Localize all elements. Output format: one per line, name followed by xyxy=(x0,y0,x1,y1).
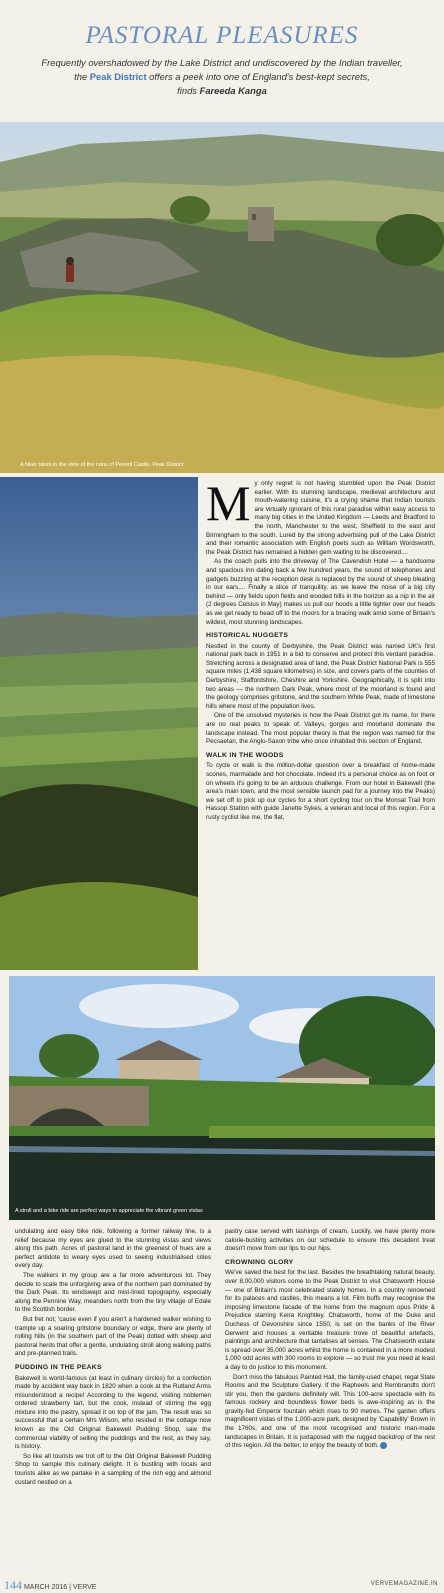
deck-line-1: Frequently overshadowed by the Lake District and undiscovered by the Indian traveller, xyxy=(41,57,403,68)
paragraph: So like all tourists we trot off to the Old Original Bakewell Pudding Shop to sample this culinary delight. It is bustling with locals and tourists alike as we partake in a sampling of the rich egg and almond custard nestled on a xyxy=(15,1452,211,1486)
page-number: 144 xyxy=(4,1578,22,1592)
deck-line-3: finds xyxy=(177,85,200,96)
river-landscape-image xyxy=(9,976,435,1220)
photo-caption-castle: A hiker takes in the view of the ruins of Peveril Castle, Peak District xyxy=(20,462,184,468)
page-footer-left xyxy=(4,1578,96,1593)
paragraph: One of the unsolved mysteries is how the Peak District got its name, for there are no real peaks to speak of. Valleys, gorges and moorland dominate the landscape instead. The most popular theory is that the region was named for the Pecsaetan, the Anglo-Saxon tribe who once inhabited this section of England. xyxy=(206,712,435,746)
deck-line-2a: the xyxy=(74,71,90,82)
text-column-bottom-right xyxy=(225,1228,435,1452)
deck-highlight: Peak District xyxy=(89,71,147,82)
article-title: PASTORAL PLEASURES xyxy=(85,22,359,49)
subhead-walk-in-the-woods: WALK IN THE WOODS xyxy=(206,751,284,759)
paragraph: pastry case served with lashings of cream. Luckily, we have plenty more calorie-busting activities on our schedule to ensure this decadent treat doesn't move from our lips to our hips. xyxy=(225,1228,435,1253)
text-column-bottom-left xyxy=(15,1228,211,1488)
subhead-crowning-glory: CROWNING GLORY xyxy=(225,1258,294,1266)
hero-photo-castle xyxy=(0,122,444,473)
valley-photo xyxy=(0,477,198,970)
river-photo xyxy=(9,976,435,1220)
deck-line-2b: offers a peek into one of England's best-kept secrets, xyxy=(146,71,370,82)
paragraph: To cycle or walk is the million-dollar question over a breakfast of home-made scones, marmalade and hot chocolate. Indeed it's a personal choice as on foot or on wheels it's going to be an arduous challenge. From our hotel in Bakewell (the area's main town, and the most sensible launch pad for a journey into the Peaks) we set off to pick up our cycles for a short cycling tour on the Monsal Trail from Hassop Station with guide Janette Sykes, a veteran and local of this region. For a rusty cyclist like me, the flat, xyxy=(206,762,435,821)
byline: Fareeda Kanga xyxy=(199,85,267,96)
photo-caption-river: A stroll and a bike ride are perfect ways to appreciate the vibrant green vistas xyxy=(15,1208,203,1214)
intro-paragraph: My only regret is not having stumbled upon the Peak District earlier. With its stunning landscape, medieval architecture and mouth-watering cuisine, it's a crying shame that Indian tourists are virtually ignorant of this rural paradise within easy access to many big cities in the United Kingdom — Leeds and Bradford to the north, Manchester to the west, Sheffield to the east and Birmingham to the south. Lured by the strong advertising pull of the Lake District and their romantic association with English poets such as William Wordsworth, the Peak District has remained a hidden gem waiting to be discovered.... xyxy=(206,475,435,556)
footer-separator: | xyxy=(69,1584,71,1591)
drop-cap: M xyxy=(206,475,251,531)
end-mark-icon xyxy=(380,1442,387,1449)
subhead-pudding-in-the-peaks: PUDDING IN THE PEAKS xyxy=(15,1363,102,1371)
paragraph: But fret not; 'cause even if you aren't a hardened walker wishing to trample up a soaring gritstone boundary or edge, there are plenty of rolling hills (in the southern part of the Peak) dotted with sheep and pastoral herds that offer a gentle, undulating stroll along walking paths and pre-planned trails. xyxy=(15,1315,211,1358)
paragraph: As the coach pulls into the driveway of The Cavendish Hotel — a handsome and spacious inn dating back a few hundred years, the sound of telephones and gadgets buzzing at the reception desk is replaced by the sound of sheep bleating in our ears.... Finally a slice of tranquility, as we leave the noise of a big city behind — only fields upon fields and wooded hills in the horizon as a nip in the air (2 degrees Celsius in May) makes us pull our hoods a little tighter over our heads as we get ready to head off to the moors for a bracing walk amid some of Britain's wildest, most stunning landscapes. xyxy=(206,558,435,626)
paragraph: Nestled in the county of Derbyshire, the Peak District was named UK's first national park back in 1951 in a bid to conserve and protect this verdant paradise. Stretching across a designated area of land, the Peak District National Park is 555 square miles (1,438 square kilometres) in size, and covers parts of the counties of Derbyshire, Staffordshire, Cheshire and Yorkshire. Geographically, it is split into two areas — the northern Dark Peak, where most of the moorland is found and the geology comprises gritstone, and the southern White Peak, made of limestone hills where most of the population lives. xyxy=(206,642,435,710)
article-deck xyxy=(28,56,416,98)
magazine-website: VERVEMAGAZINE.IN xyxy=(370,1581,438,1587)
valley-landscape-image xyxy=(0,477,198,970)
paragraph: undulating and easy bike ride, following a former railway line, is a relief because my eyes are glued to the stunning vistas and views along this path. Acres of pastoral land in the greenest of hues are a perfect antidote to weary eyes used to seeing industrialised cities every day. xyxy=(15,1228,211,1270)
paragraph: Don't miss the fabulous Painted Hall, the family-used chapel, regal State Rooms and the Sculpture Gallery. If the Rapheels and Rembrandts don't stir you, then the gardens definitely will. This 100-acre spectacle with its famous rockery and boundless flower beds is awe-inspiring as is the gravity-fed Emperor fountain which rises to 90 metres. The garden offers magnificent vistas of the 1,000-acre park, designed by 'Capability' Brown in the 1760s, and one of the most recognised and historic man-made landscapes in Britain. It is juxtaposed with the rugged backdrop of the rest of this region. All the better, to enjoy the beauty of both. xyxy=(225,1373,435,1450)
subhead-historical-nuggets: HISTORICAL NUGGETS xyxy=(206,632,289,640)
paragraph: Bakewell is world-famous (at least in culinary circles) for a confection made by accident way back in 1820 when a cook at the Rutland Arms misunderstood a recipe! According to the legend, visiting noblemen ordered strawberry tart, but the cook, instead of stirring the egg mixture into the pastry, spread it on top of the jam. The result was so successful that a certain Mrs Wilson, who resided in the cottage now known as the Old Original Bakewell Pudding Shop, saw the commercial viability of selling the puddings and the rest, as they say, is history. xyxy=(15,1374,211,1451)
paragraph: The walkers in my group are a far more adventurous lot. They decide to scale the unforgiving area of the northern part dominated by the Dark Peak. Its windswept and mist-lined topography, especially along the Pennine Way, meanders north from the tiny village of Edale to the Scottish border. xyxy=(15,1271,211,1314)
issue-date: MARCH 2016 xyxy=(23,1584,68,1591)
castle-landscape-image xyxy=(0,122,444,473)
text-column-top xyxy=(206,475,435,824)
paragraph: We've saved the best for the last. Besides the breathtaking natural beauty, over 8,00,000 visitors come to the Peak District to visit Chatsworth House — one of Britain's most celebrated stately homes. In a country renowned for its palaces and castles, this means a lot. Film buffs may recognise the imposing limestone facade of the home from the magnum opus Pride & Prejudice starring Keira Knightley. Chatsworth, home of the Duke and Duchess of Devonshire since 1550, is set on the banks of the River Derwent and houses a veritable treasure trove of beautiful artefacts, paintings and architecture that tantalises all senses. The Chatsworth estate is spread over 35,000 acres whilst the home is contained in a more modest 1,000 odd acres with 300 rooms to explore — so trust me you need at least a day to do justice to this monument. xyxy=(225,1269,435,1371)
magazine-name: VERVE xyxy=(72,1584,97,1591)
